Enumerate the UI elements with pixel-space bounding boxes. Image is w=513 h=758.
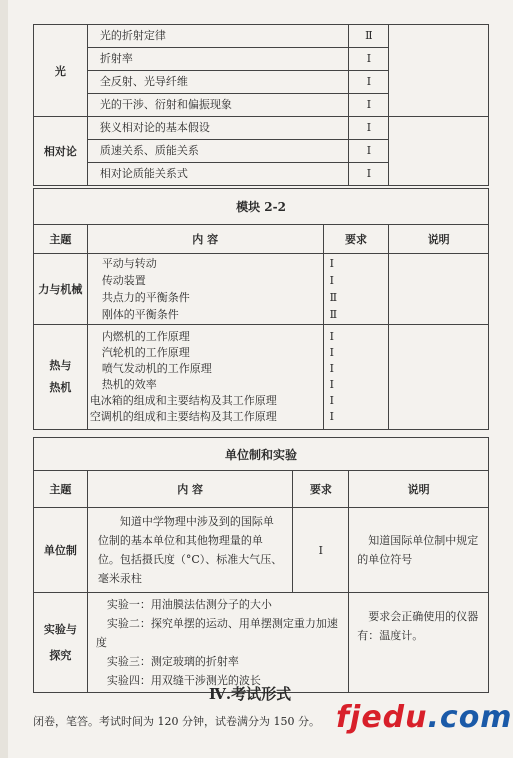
header-requirement: 要求 <box>323 225 389 254</box>
requirement-item: Ⅰ <box>329 394 334 407</box>
header-content: 内 容 <box>87 471 293 508</box>
table-row <box>34 325 489 430</box>
content-cell: 折射率 <box>87 48 349 71</box>
section-heading: Ⅳ.考试形式 <box>208 685 292 703</box>
note-cell: 知道国际单位制中规定的单位符号 <box>349 508 489 593</box>
list-item: 传动装置 <box>101 274 146 287</box>
list-item: 刚体的平衡条件 <box>101 308 179 321</box>
note-cell: 要求会正确使用的仪器有：温度计。 <box>349 593 489 693</box>
note-cell <box>389 325 489 430</box>
table-row <box>34 25 489 48</box>
watermark-text: fjedu <box>336 700 428 735</box>
requirement-item: Ⅰ <box>329 274 334 287</box>
watermark-suffix: .com <box>427 700 513 735</box>
units-experiments-table <box>33 437 489 693</box>
requirement-item: Ⅰ <box>329 346 334 359</box>
table-row <box>34 254 489 325</box>
requirement-item: Ⅰ <box>329 257 334 270</box>
table-row <box>34 117 489 140</box>
table-row <box>34 508 489 593</box>
content-cell <box>87 325 323 430</box>
list-item: 热机的效率 <box>101 378 157 391</box>
module-title: 模块 2-2 <box>34 189 489 225</box>
module-2-2-table <box>33 188 489 430</box>
requirement-item: Ⅰ <box>329 410 334 423</box>
note-cell <box>389 25 489 117</box>
header-note: 说明 <box>389 225 489 254</box>
topic-cell: 相对论 <box>34 117 88 186</box>
header-content: 内 容 <box>87 225 323 254</box>
site-watermark-logo <box>336 700 513 735</box>
topic-cell: 光 <box>34 25 88 117</box>
table-header-row <box>34 471 489 508</box>
content-cell: 全反射、光导纤维 <box>87 71 349 94</box>
topic-cell: 单位制 <box>34 508 88 593</box>
top-requirements-table <box>33 24 489 186</box>
requirement-item: Ⅱ <box>329 291 338 304</box>
requirement-cell: Ⅰ <box>349 48 389 71</box>
list-item: 空调机的组成和主要结构及其工作原理 <box>89 410 277 423</box>
content-cell <box>87 593 348 693</box>
list-item: 共点力的平衡条件 <box>101 291 190 304</box>
list-item: 喷气发动机的工作原理 <box>101 362 212 375</box>
requirement-cell: Ⅰ <box>349 140 389 163</box>
requirement-cell <box>323 254 389 325</box>
section-table-title: 单位制和实验 <box>34 438 489 471</box>
content-cell: 知道中学物理中涉及到的国际单位制的基本单位和其他物理量的单位。包括摄氏度（°C）、标准大气压、毫米汞柱 <box>87 508 293 593</box>
requirement-cell <box>323 325 389 430</box>
requirement-item: Ⅰ <box>329 362 334 375</box>
topic-cell: 力与机械 <box>34 254 88 325</box>
table-row <box>34 593 489 693</box>
list-item: 实验四：用双缝干涉测光的波长 <box>106 674 261 687</box>
topic-line: 探究 <box>49 648 72 662</box>
content-cell: 相对论质能关系式 <box>87 163 349 186</box>
header-requirement: 要求 <box>293 471 349 508</box>
note-cell <box>389 117 489 186</box>
page-edge-shadow <box>0 0 8 758</box>
list-item: 电冰箱的组成和主要结构及其工作原理 <box>89 394 277 407</box>
list-item: 实验二：探究单摆的运动、用单摆测定重力加速度 <box>95 617 338 649</box>
table-row <box>34 189 489 225</box>
requirement-item: Ⅰ <box>329 378 334 391</box>
requirement-item: Ⅰ <box>329 330 334 343</box>
table-row <box>34 438 489 471</box>
note-cell <box>389 254 489 325</box>
content-cell: 狭义相对论的基本假设 <box>87 117 349 140</box>
requirement-item: Ⅱ <box>329 308 338 321</box>
header-topic: 主题 <box>34 225 88 254</box>
requirement-cell: Ⅰ <box>349 117 389 140</box>
table-header-row <box>34 225 489 254</box>
topic-line: 热机 <box>49 381 72 394</box>
content-cell: 光的干涉、衍射和偏振现象 <box>87 94 349 117</box>
topic-cell <box>34 325 88 430</box>
content-cell: 光的折射定律 <box>87 25 349 48</box>
list-item: 平动与转动 <box>101 257 157 270</box>
requirement-cell: Ⅰ <box>293 508 349 593</box>
exam-format-text: 闭卷，笔答。考试时间为 120 分钟，试卷满分为 150 分。 <box>33 715 320 728</box>
requirement-cell: Ⅰ <box>349 71 389 94</box>
list-item: 实验三：测定玻璃的折射率 <box>106 655 239 668</box>
content-cell <box>87 254 323 325</box>
header-note: 说明 <box>349 471 489 508</box>
requirement-cell: Ⅰ <box>349 94 389 117</box>
requirement-cell: Ⅱ <box>349 25 389 48</box>
topic-line: 实验与 <box>43 622 77 636</box>
requirement-cell: Ⅰ <box>349 163 389 186</box>
topic-line: 热与 <box>49 359 72 372</box>
header-topic: 主题 <box>34 471 88 508</box>
topic-cell <box>34 593 88 693</box>
list-item: 汽轮机的工作原理 <box>101 346 190 359</box>
list-item: 实验一：用油膜法估测分子的大小 <box>106 598 272 611</box>
list-item: 内燃机的工作原理 <box>101 330 190 343</box>
content-cell: 质速关系、质能关系 <box>87 140 349 163</box>
